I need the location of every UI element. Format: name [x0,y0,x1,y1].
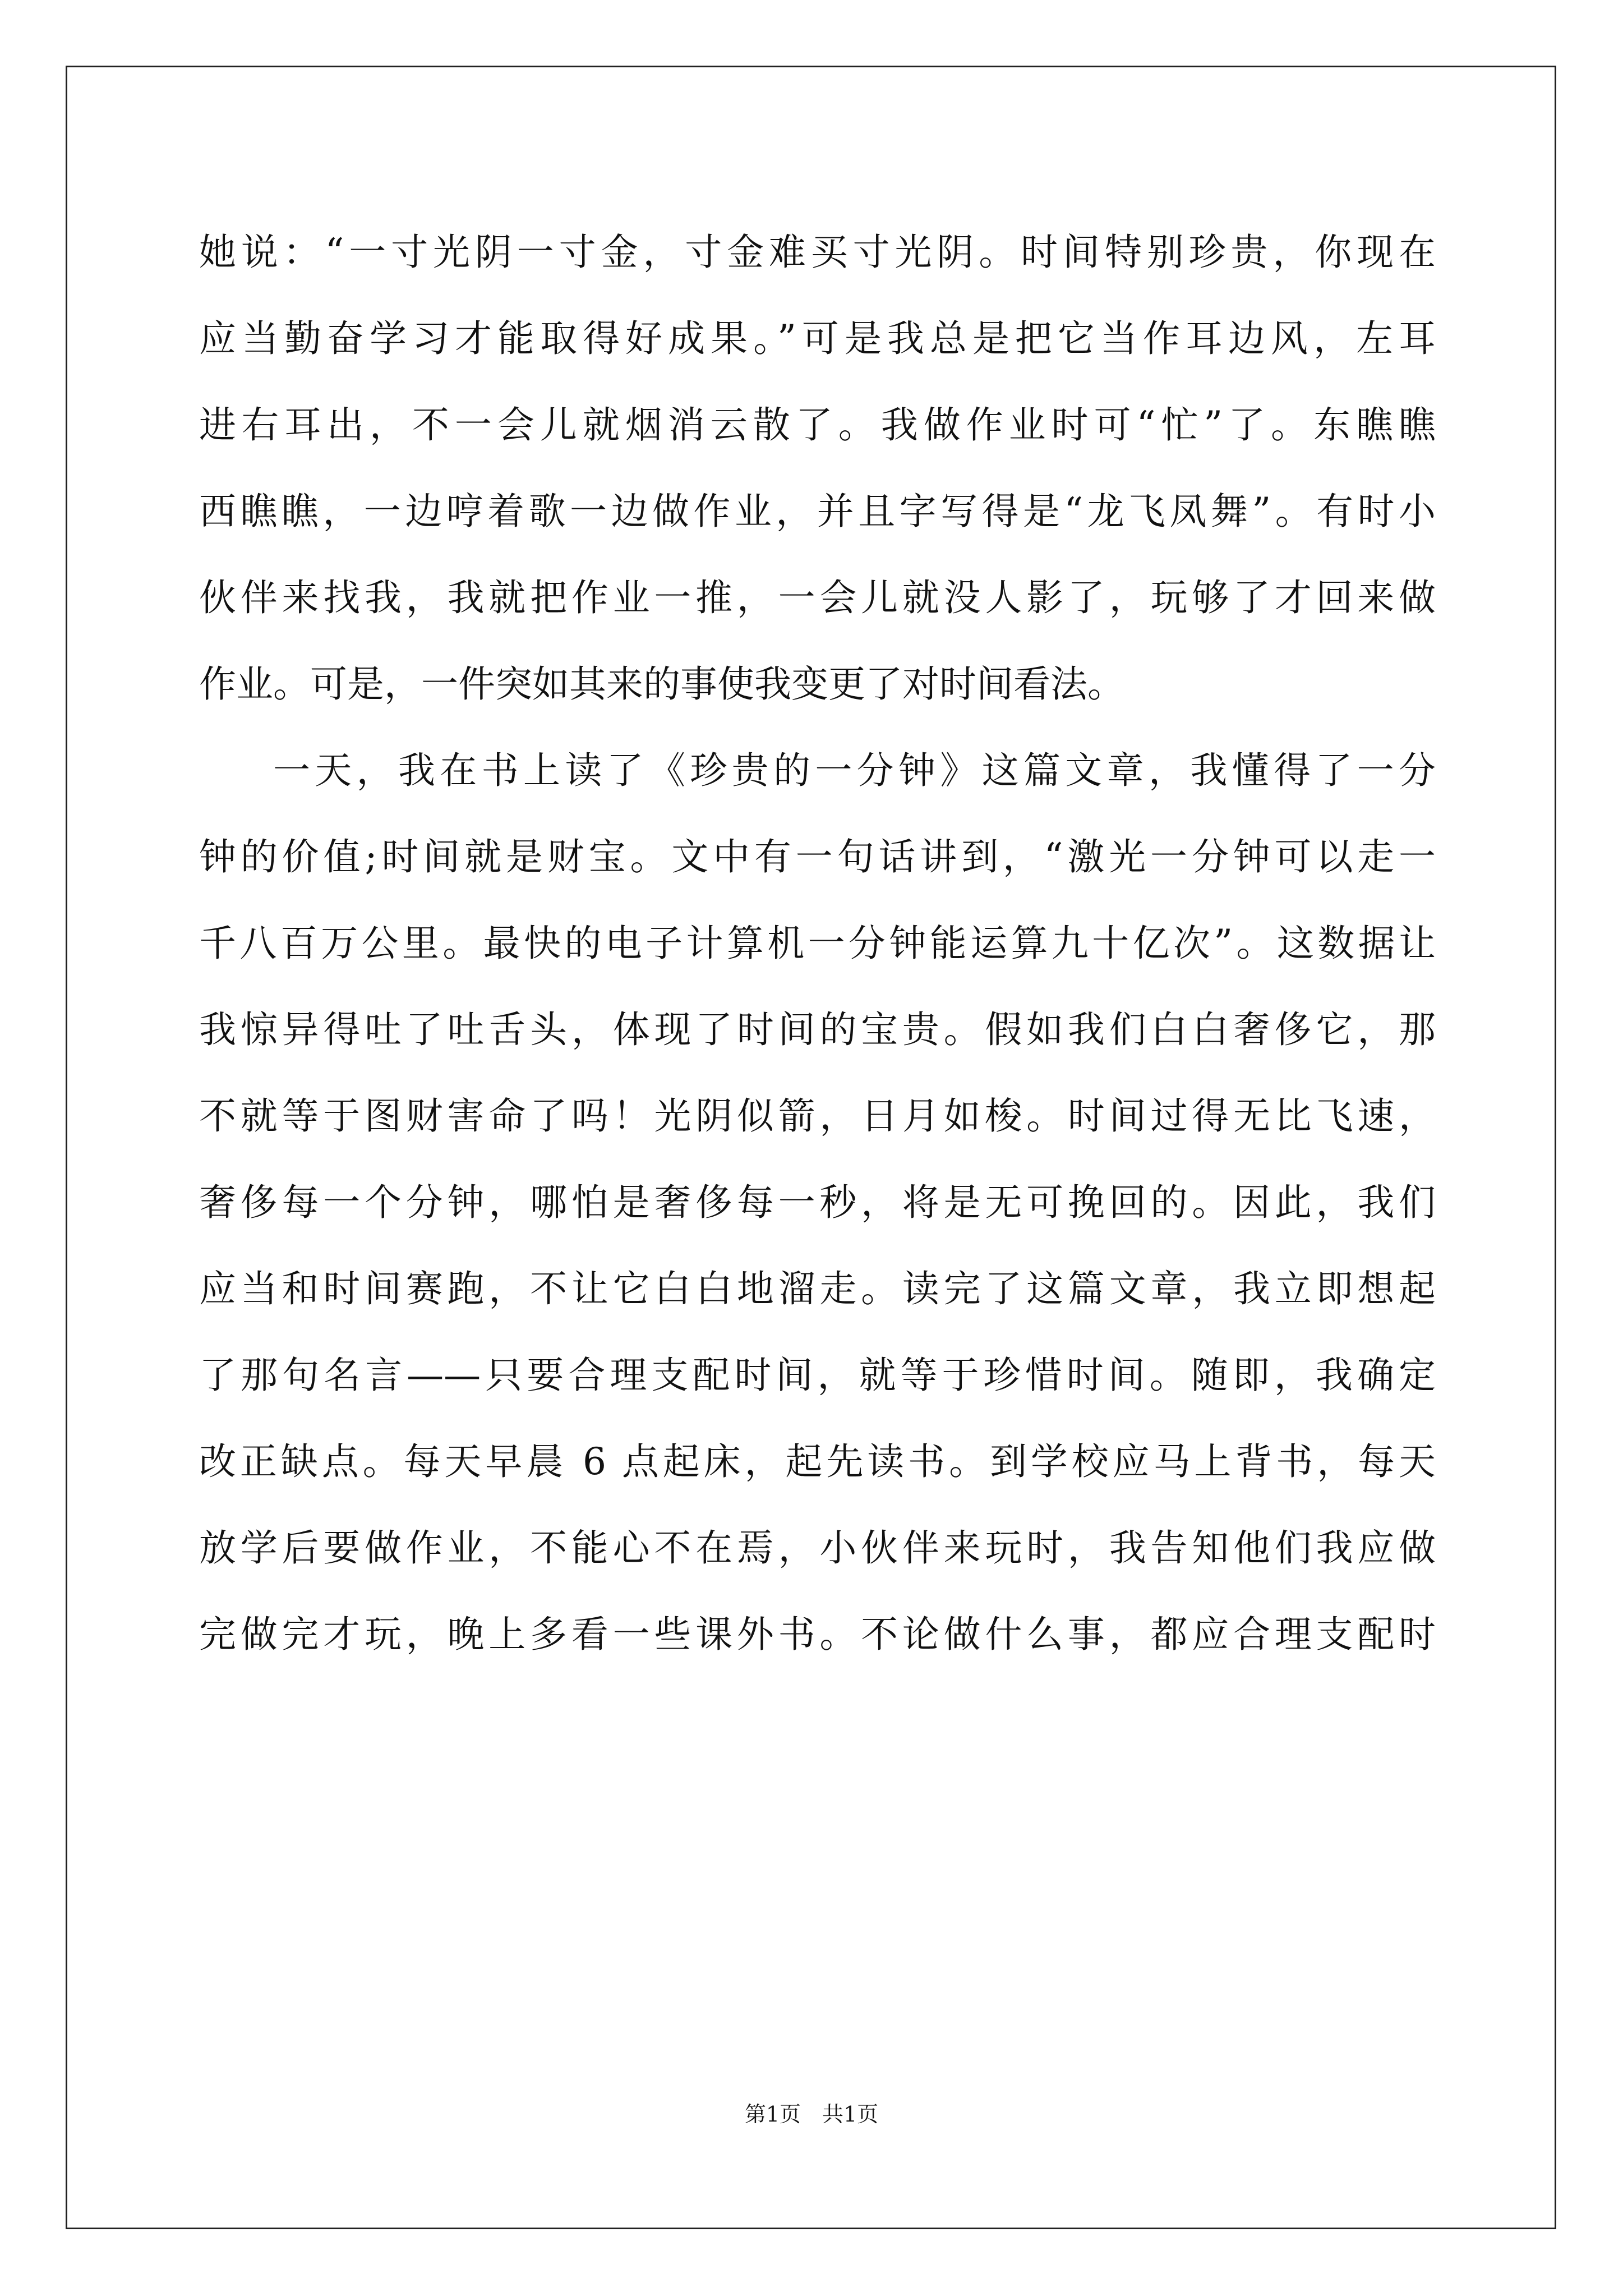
text-line: 不就等于图财害命了吗！光阴似箭，日月如梭。时间过得无比飞速， [199,1094,1436,1138]
text-line: 改正缺点。每天早晨 6 点起床，起先读书。到学校应马上背书，每天 [199,1440,1436,1483]
text-line: 钟的价值;时间就是财宝。文中有一句话讲到，“激光一分钟可以走一 [199,835,1436,878]
text-line: 奢侈每一个分钟，哪怕是奢侈每一秒，将是无可挽回的。因此，我们 [199,1181,1436,1224]
page-number: 第1页 共1页 [744,2102,879,2127]
text-line: 应当和时间赛跑，不让它白白地溜走。读完了这篇文章，我立即想起 [199,1267,1436,1310]
text-line: 西瞧瞧，一边哼着歌一边做作业，并且字写得是“龙飞凤舞”。有时小 [199,490,1436,533]
text-line: 她说：“一寸光阴一寸金，寸金难买寸光阴。时间特别珍贵，你现在 [199,231,1436,274]
text-line: 应当勤奋学习才能取得好成果。”可是我总是把它当作耳边风，左耳 [199,317,1436,360]
document-body [199,209,1436,1678]
text-line: 我惊异得吐了吐舌头，体现了时间的宝贵。假如我们白白奢侈它，那 [199,1008,1436,1051]
text-line: 进右耳出，不一会儿就烟消云散了。我做作业时可“忙”了。东瞧瞧 [199,403,1436,447]
page-footer [0,2097,1623,2128]
text-line: 放学后要做作业，不能心不在焉，小伙伴来玩时，我告知他们我应做 [199,1526,1436,1570]
text-line: 伙伴来找我，我就把作业一推，一会儿就没人影了，玩够了才回来做 [199,576,1436,619]
text-line: 一天，我在书上读了《珍贵的一分钟》这篇文章，我懂得了一分 [273,749,1436,792]
text-line: 了那句名言——只要合理支配时间，就等于珍惜时间。随即，我确定 [199,1354,1436,1397]
text-line: 作业。可是，一件突如其来的事使我变更了对时间看法。 [199,662,1124,706]
text-line: 完做完才玩，晚上多看一些课外书。不论做什么事，都应合理支配时 [199,1613,1436,1656]
text-line: 千八百万公里。最快的电子计算机一分钟能运算九十亿次”。这数据让 [199,922,1436,965]
